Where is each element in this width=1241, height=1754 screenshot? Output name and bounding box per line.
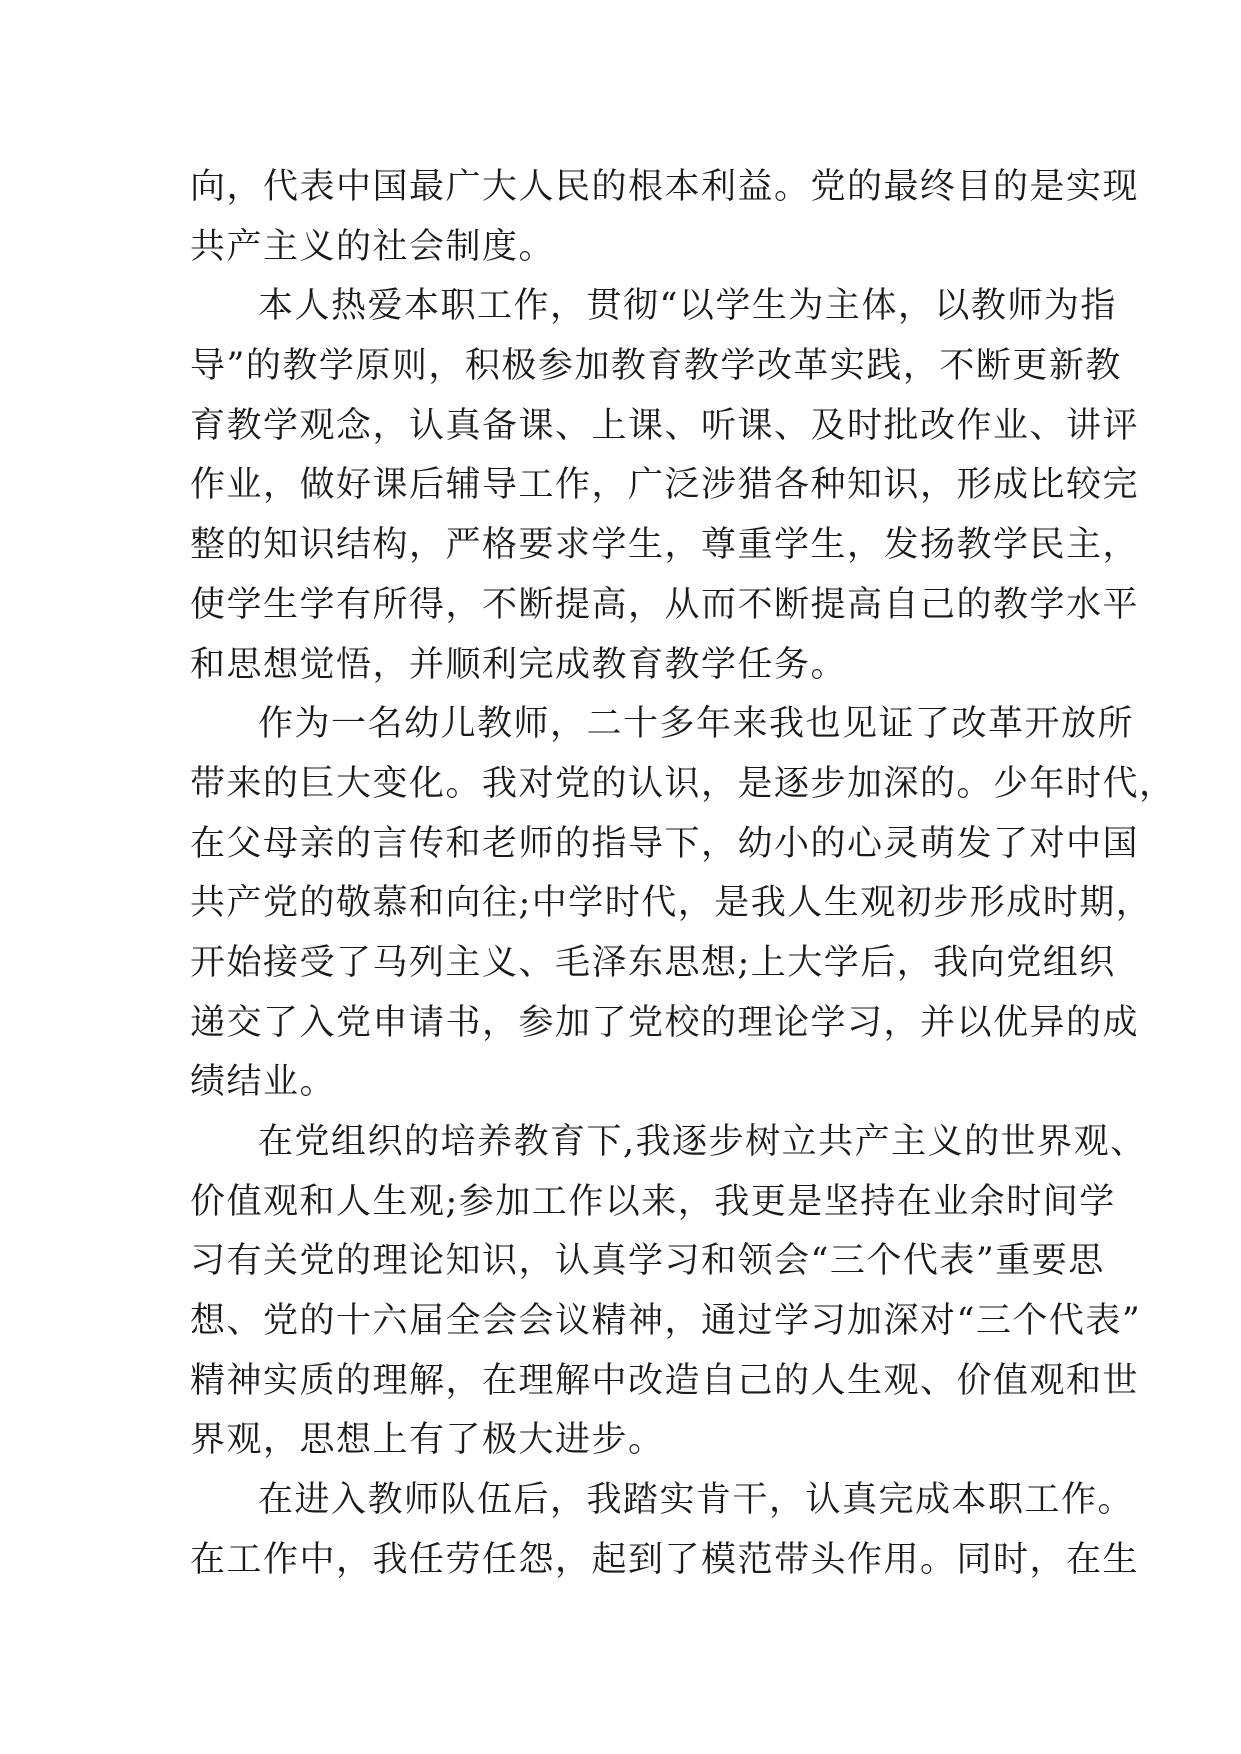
text-line: 精神实质的理解，在理解中改造自己的人生观、价值观和世 xyxy=(190,1360,1140,1401)
text-line: 整的知识结构，严格要求学生，尊重学生，发扬教学民主， xyxy=(190,525,1140,566)
text-line: 导”的教学原则，积极参加教育教学改革实践，不断更新教 xyxy=(190,346,1122,387)
body-text xyxy=(190,158,1176,1591)
text-line: 开始接受了马列主义、毛泽东思想;上大学后，我向党组织 xyxy=(190,942,1116,983)
text-line: 在父母亲的言传和老师的指导下，幼小的心灵萌发了对中国 xyxy=(190,823,1140,864)
paragraph-start-line: 本人热爱本职工作，贯彻“以学生为主体，以教师为指 xyxy=(258,286,1117,327)
text-line: 递交了入党申请书，参加了党校的理论学习，并以优异的成 xyxy=(190,1002,1140,1043)
text-line: 向，代表中国最广大人民的根本利益。党的最终目的是实现 xyxy=(190,167,1140,207)
text-line: 在工作中，我任劳任怨，起到了模范带头作用。同时，在生 xyxy=(190,1539,1140,1580)
text-line: 想、党的十六届全会会议精神，通过学习加深对“三个代表” xyxy=(190,1301,1142,1342)
paragraph-start-line: 在进入教师队伍后，我踏实肯干，认真完成本职工作。 xyxy=(258,1480,1135,1521)
text-line: 使学生学有所得，不断提高，从而不断提高自己的教学水平 xyxy=(190,584,1140,625)
text-line: 绩结业。 xyxy=(190,1062,337,1103)
paragraph-start-line: 作为一名幼儿教师，二十多年来我也见证了改革开放所 xyxy=(258,704,1135,745)
paragraph-start-line: 在党组织的培养教育下,我逐步树立共产主义的世界观、 xyxy=(258,1122,1147,1162)
text-line: 作业，做好课后辅导工作，广泛涉猎各种知识，形成比较完 xyxy=(190,465,1140,506)
text-line: 价值观和人生观;参加工作以来，我更是坚持在业余时间学 xyxy=(190,1181,1116,1222)
text-line: 界观，思想上有了极大进步。 xyxy=(190,1420,665,1461)
text-line: 带来的巨大变化。我对党的认识，是逐步加深的。少年时代， xyxy=(190,763,1176,804)
text-line: 育教学观念，认真备课、上课、听课、及时批改作业、讲评 xyxy=(190,405,1140,446)
text-line: 习有关党的理论知识，认真学习和领会“三个代表”重要思 xyxy=(190,1241,1105,1282)
text-line: 共产主义的社会制度。 xyxy=(190,226,556,267)
text-line: 共产党的敬慕和向往;中学时代，是我人生观初步形成时期， xyxy=(190,883,1153,924)
text-line: 和思想觉悟，并顺利完成教育教学任务。 xyxy=(190,644,848,685)
